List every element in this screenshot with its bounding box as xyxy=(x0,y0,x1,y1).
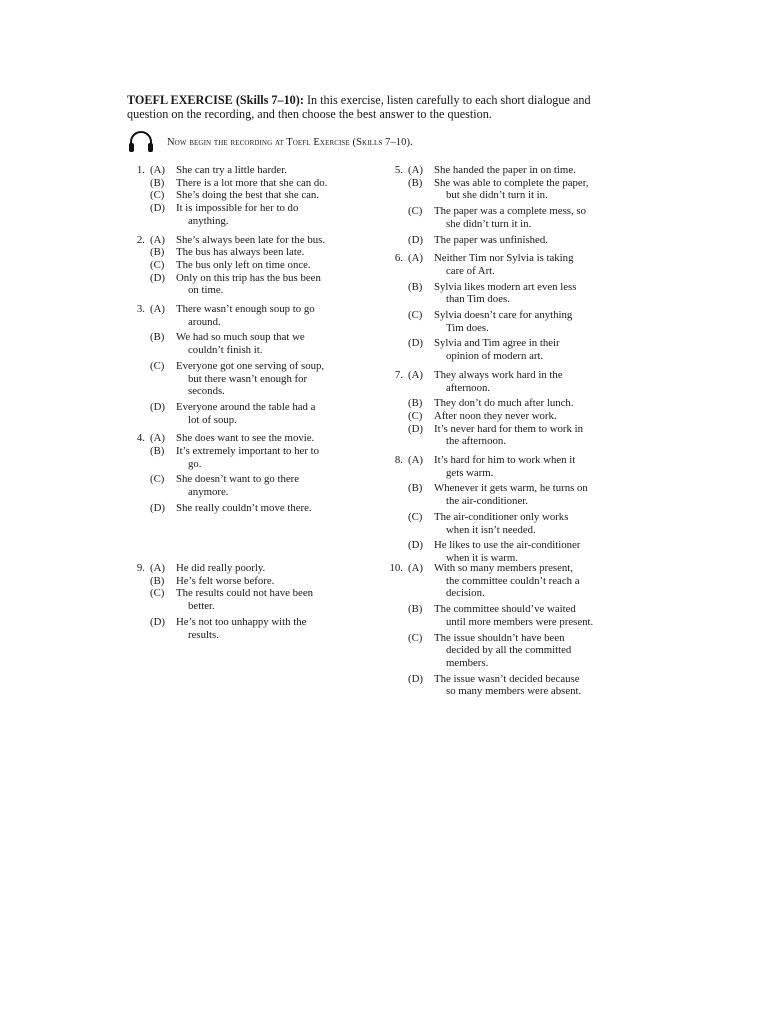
option-line: opinion of modern art. xyxy=(446,350,544,363)
option-text xyxy=(434,177,623,202)
option-letter: (A) xyxy=(408,368,423,381)
question-number xyxy=(125,189,150,202)
answer-option[interactable] xyxy=(383,164,623,177)
option-line: She was able to complete the paper, xyxy=(434,176,589,189)
option-line: She does want to see the movie. xyxy=(176,432,315,445)
option-line: couldn’t finish it. xyxy=(188,344,263,357)
option-line: The results could not have been xyxy=(176,587,314,600)
question-number xyxy=(125,401,150,426)
option-line: anything. xyxy=(188,214,229,227)
option-letter: (C) xyxy=(408,409,423,422)
option-line: decided by all the committed xyxy=(446,644,572,657)
option-letter: (D) xyxy=(150,400,165,413)
question-1 xyxy=(125,164,365,228)
recording-instruction: Now begin the recording at Toefl Exercise (Skills 7–10). xyxy=(167,136,413,148)
option-text xyxy=(176,502,365,515)
answer-option[interactable] xyxy=(383,410,623,423)
option-text xyxy=(434,234,623,247)
question-number xyxy=(125,272,150,297)
option-letter: (A) xyxy=(408,164,423,176)
question-2 xyxy=(125,234,365,298)
answer-option[interactable] xyxy=(125,331,365,356)
question-number xyxy=(125,473,150,498)
question-4 xyxy=(125,432,365,514)
option-text xyxy=(176,401,365,426)
question-number xyxy=(383,603,408,628)
question-5 xyxy=(383,164,623,246)
question-number xyxy=(125,587,150,612)
question-number xyxy=(383,673,408,698)
option-letter: (B) xyxy=(150,445,165,458)
answer-option[interactable] xyxy=(125,259,365,272)
option-line: She handed the paper in on time. xyxy=(434,164,576,176)
question-number xyxy=(383,632,408,670)
option-line: She really couldn’t move there. xyxy=(176,501,312,514)
option-line: It’s extremely important to her to xyxy=(176,445,320,458)
option-letter: (D) xyxy=(408,337,423,350)
answer-option[interactable] xyxy=(383,539,623,564)
option-line: The issue shouldn’t have been xyxy=(434,631,565,644)
question-3 xyxy=(125,303,365,426)
option-text xyxy=(434,562,623,600)
answer-option[interactable] xyxy=(125,164,365,177)
question-number xyxy=(383,482,408,507)
question-7 xyxy=(383,369,623,448)
option-letter: (C) xyxy=(408,631,423,644)
option-text xyxy=(434,337,623,362)
option-letter: (B) xyxy=(150,331,165,344)
option-letter: (D) xyxy=(408,422,423,435)
option-text xyxy=(176,360,365,398)
answer-option[interactable] xyxy=(125,575,365,588)
answer-option[interactable] xyxy=(125,502,365,515)
option-line: They don’t do much after lunch. xyxy=(434,397,574,410)
option-line: go. xyxy=(188,457,202,470)
option-letter: (D) xyxy=(408,672,423,685)
option-text xyxy=(176,445,365,470)
option-line: The paper was unfinished. xyxy=(434,233,548,246)
question-number xyxy=(383,539,408,564)
option-line: Only on this trip has the bus been xyxy=(176,271,321,284)
recording-note xyxy=(127,131,413,153)
option-text xyxy=(176,587,365,612)
questions-column-left-lower xyxy=(125,562,365,647)
option-text xyxy=(176,202,365,227)
question-number xyxy=(125,445,150,470)
option-line: The issue wasn’t decided because xyxy=(434,672,580,685)
option-letter: (C) xyxy=(150,587,165,600)
answer-option[interactable] xyxy=(383,397,623,410)
answer-option[interactable] xyxy=(383,177,623,202)
option-text xyxy=(434,410,623,423)
answer-option[interactable] xyxy=(125,189,365,202)
option-letter: (A) xyxy=(408,252,423,265)
question-6 xyxy=(383,252,623,363)
option-letter: (B) xyxy=(408,280,423,293)
option-letter: (A) xyxy=(150,562,165,574)
option-letter: (D) xyxy=(150,501,165,514)
option-letter: (C) xyxy=(408,205,423,218)
option-line: the air-conditioner. xyxy=(446,495,528,508)
option-line: He likes to use the air-conditioner xyxy=(434,539,581,552)
option-line: There is a lot more that she can do. xyxy=(176,176,328,189)
question-10 xyxy=(383,562,623,698)
option-text xyxy=(434,673,623,698)
answer-option[interactable] xyxy=(383,632,623,670)
answer-option[interactable] xyxy=(125,587,365,612)
option-line: She can try a little harder. xyxy=(176,164,287,176)
question-number: 5. xyxy=(394,164,403,176)
answer-option[interactable] xyxy=(383,603,623,628)
option-line: We had so much soup that we xyxy=(176,331,305,344)
answer-option[interactable] xyxy=(383,482,623,507)
answer-option[interactable] xyxy=(383,511,623,536)
answer-option[interactable] xyxy=(383,337,623,362)
option-line: lot of soup. xyxy=(188,413,237,426)
option-letter: (A) xyxy=(150,303,165,316)
answer-option[interactable] xyxy=(125,272,365,297)
option-line: Whenever it gets warm, he turns on xyxy=(434,482,588,495)
option-text xyxy=(176,432,365,445)
option-line: She doesn’t want to go there xyxy=(176,473,300,486)
question-8 xyxy=(383,454,623,565)
question-number: 2. xyxy=(136,233,145,246)
option-line: care of Art. xyxy=(446,264,495,277)
question-number xyxy=(383,511,408,536)
option-line: She’s doing the best that she can. xyxy=(176,189,320,202)
option-line: seconds. xyxy=(188,385,225,398)
option-line: Tim does. xyxy=(446,321,489,334)
option-line: After noon they never work. xyxy=(434,409,557,422)
option-line: There wasn’t enough soup to go xyxy=(176,303,315,316)
option-letter: (B) xyxy=(408,482,423,495)
answer-option[interactable] xyxy=(383,234,623,247)
option-line: Sylvia and Tim agree in their xyxy=(434,337,560,350)
option-line: but there wasn’t enough for xyxy=(188,372,308,385)
option-text xyxy=(434,632,623,670)
question-number xyxy=(125,331,150,356)
option-line: The paper was a complete mess, so xyxy=(434,205,587,218)
option-line: The bus has always been late. xyxy=(176,246,305,259)
answer-option[interactable] xyxy=(383,205,623,230)
option-letter: (C) xyxy=(408,309,423,322)
answer-option[interactable] xyxy=(125,473,365,498)
option-line: until more members were present. xyxy=(446,615,594,628)
option-letter: (A) xyxy=(150,233,165,246)
option-letter: (B) xyxy=(150,176,165,189)
option-letter: (D) xyxy=(150,271,165,284)
option-line: when it is warm. xyxy=(446,551,518,564)
option-line: the committee couldn’t reach a xyxy=(446,574,580,587)
option-text xyxy=(434,252,623,277)
option-letter: (B) xyxy=(150,574,165,587)
question-number: 8. xyxy=(394,454,403,467)
question-number xyxy=(383,309,408,334)
option-text xyxy=(176,234,365,247)
headphones-icon xyxy=(127,131,155,153)
option-line: on time. xyxy=(188,284,224,297)
option-line: He’s not too unhappy with the xyxy=(176,615,307,628)
answer-option[interactable] xyxy=(125,246,365,259)
option-line: members. xyxy=(446,656,489,669)
option-line: The bus only left on time once. xyxy=(176,258,311,271)
question-9 xyxy=(125,562,365,641)
option-letter: (A) xyxy=(408,454,423,467)
question-number xyxy=(125,259,150,272)
question-number xyxy=(125,246,150,259)
answer-option[interactable] xyxy=(383,281,623,306)
option-line: Neither Tim nor Sylvia is taking xyxy=(434,252,574,265)
option-line: With so many members present, xyxy=(434,562,573,574)
question-number xyxy=(383,423,408,448)
question-number: 4. xyxy=(136,432,145,445)
option-line: anymore. xyxy=(188,486,229,499)
option-text xyxy=(434,539,623,564)
answer-option[interactable] xyxy=(383,673,623,698)
question-number xyxy=(383,205,408,230)
option-line: but she didn’t turn it in. xyxy=(446,189,548,202)
question-number xyxy=(125,177,150,190)
option-line: It’s hard for him to work when it xyxy=(434,454,576,467)
option-text xyxy=(434,511,623,536)
option-line: The air-conditioner only works xyxy=(434,510,569,523)
answer-option[interactable] xyxy=(125,202,365,227)
question-number xyxy=(383,337,408,362)
option-line: than Tim does. xyxy=(446,293,510,306)
question-number xyxy=(383,281,408,306)
answer-option[interactable] xyxy=(383,252,623,277)
questions-column-right-lower xyxy=(383,562,623,704)
answer-option[interactable] xyxy=(125,234,365,247)
option-letter: (B) xyxy=(408,176,423,189)
option-text xyxy=(176,303,365,328)
option-letter: (D) xyxy=(408,539,423,552)
option-text xyxy=(434,309,623,334)
option-text xyxy=(434,281,623,306)
option-letter: (D) xyxy=(150,615,165,628)
option-text xyxy=(176,272,365,297)
option-letter: (A) xyxy=(150,164,165,176)
option-letter: (C) xyxy=(150,359,165,372)
option-text xyxy=(434,397,623,410)
answer-option[interactable] xyxy=(125,401,365,426)
option-text xyxy=(176,575,365,588)
option-line: when it isn’t needed. xyxy=(446,523,536,536)
option-letter: (D) xyxy=(150,202,165,215)
option-text xyxy=(176,259,365,272)
option-text xyxy=(434,369,623,394)
exercise-title: TOEFL EXERCISE (Skills 7–10): xyxy=(127,93,304,107)
option-text xyxy=(434,454,623,479)
question-number xyxy=(383,234,408,247)
option-text xyxy=(176,616,365,641)
option-text xyxy=(176,177,365,190)
option-text xyxy=(434,164,623,177)
option-letter: (A) xyxy=(408,562,423,574)
question-number: 3. xyxy=(136,303,145,316)
option-line: better. xyxy=(188,600,215,613)
answer-option[interactable] xyxy=(383,423,623,448)
option-line: The committee should’ve waited xyxy=(434,603,576,616)
option-text xyxy=(434,603,623,628)
question-number: 9. xyxy=(136,562,145,574)
option-line: They always work hard in the xyxy=(434,368,563,381)
option-line: Sylvia doesn’t care for anything xyxy=(434,309,573,322)
question-number xyxy=(125,575,150,588)
answer-option[interactable] xyxy=(383,369,623,394)
option-text xyxy=(434,423,623,448)
option-line: gets warm. xyxy=(446,466,494,479)
option-line: Everyone got one serving of soup, xyxy=(176,359,325,372)
option-letter: (C) xyxy=(150,258,165,271)
question-number xyxy=(383,397,408,410)
option-line: so many members were absent. xyxy=(446,685,582,698)
question-number: 10. xyxy=(389,562,403,574)
option-letter: (C) xyxy=(150,473,165,486)
option-line: results. xyxy=(188,628,219,641)
question-number xyxy=(125,616,150,641)
option-text xyxy=(434,482,623,507)
option-line: He’s felt worse before. xyxy=(176,574,275,587)
question-number xyxy=(125,202,150,227)
answer-option[interactable] xyxy=(383,562,623,600)
option-letter: (D) xyxy=(408,233,423,246)
option-line: It is impossible for her to do xyxy=(176,202,299,215)
question-number: 1. xyxy=(136,164,145,176)
questions-column-left xyxy=(125,164,365,521)
answer-option[interactable] xyxy=(125,562,365,575)
option-line: It’s never hard for them to work in xyxy=(434,422,584,435)
option-line: around. xyxy=(188,315,221,328)
option-text xyxy=(176,331,365,356)
option-text xyxy=(434,205,623,230)
answer-option[interactable] xyxy=(383,309,623,334)
question-number: 6. xyxy=(394,252,403,265)
option-text xyxy=(176,189,365,202)
answer-option[interactable] xyxy=(125,303,365,328)
answer-option[interactable] xyxy=(383,454,623,479)
option-line: she didn’t turn it in. xyxy=(446,217,532,230)
option-line: decision. xyxy=(446,587,485,600)
answer-option[interactable] xyxy=(125,445,365,470)
option-text xyxy=(176,473,365,498)
option-line: Everyone around the table had a xyxy=(176,400,316,413)
option-letter: (A) xyxy=(150,432,165,445)
option-letter: (C) xyxy=(150,189,165,202)
option-letter: (B) xyxy=(408,603,423,616)
exercise-header xyxy=(127,93,627,121)
option-letter: (B) xyxy=(408,397,423,410)
question-number xyxy=(125,360,150,398)
questions-column-right xyxy=(383,164,623,571)
answer-option[interactable] xyxy=(125,432,365,445)
answer-option[interactable] xyxy=(125,616,365,641)
option-text xyxy=(176,562,365,575)
option-line: afternoon. xyxy=(446,381,491,394)
option-text xyxy=(176,246,365,259)
exercise-instructions: In this exercise, listen carefully to each short dialogue and question on the recording, and then choose the best answer to the question. xyxy=(127,93,591,121)
option-line: He did really poorly. xyxy=(176,562,266,574)
option-text xyxy=(176,164,365,177)
question-number xyxy=(383,177,408,202)
question-number: 7. xyxy=(394,368,403,381)
option-line: Sylvia likes modern art even less xyxy=(434,280,577,293)
question-number xyxy=(125,502,150,515)
answer-option[interactable] xyxy=(125,177,365,190)
option-line: the afternoon. xyxy=(446,435,506,448)
option-letter: (C) xyxy=(408,510,423,523)
option-letter: (B) xyxy=(150,246,165,259)
question-number xyxy=(383,410,408,423)
answer-option[interactable] xyxy=(125,360,365,398)
option-line: She’s always been late for the bus. xyxy=(176,233,326,246)
